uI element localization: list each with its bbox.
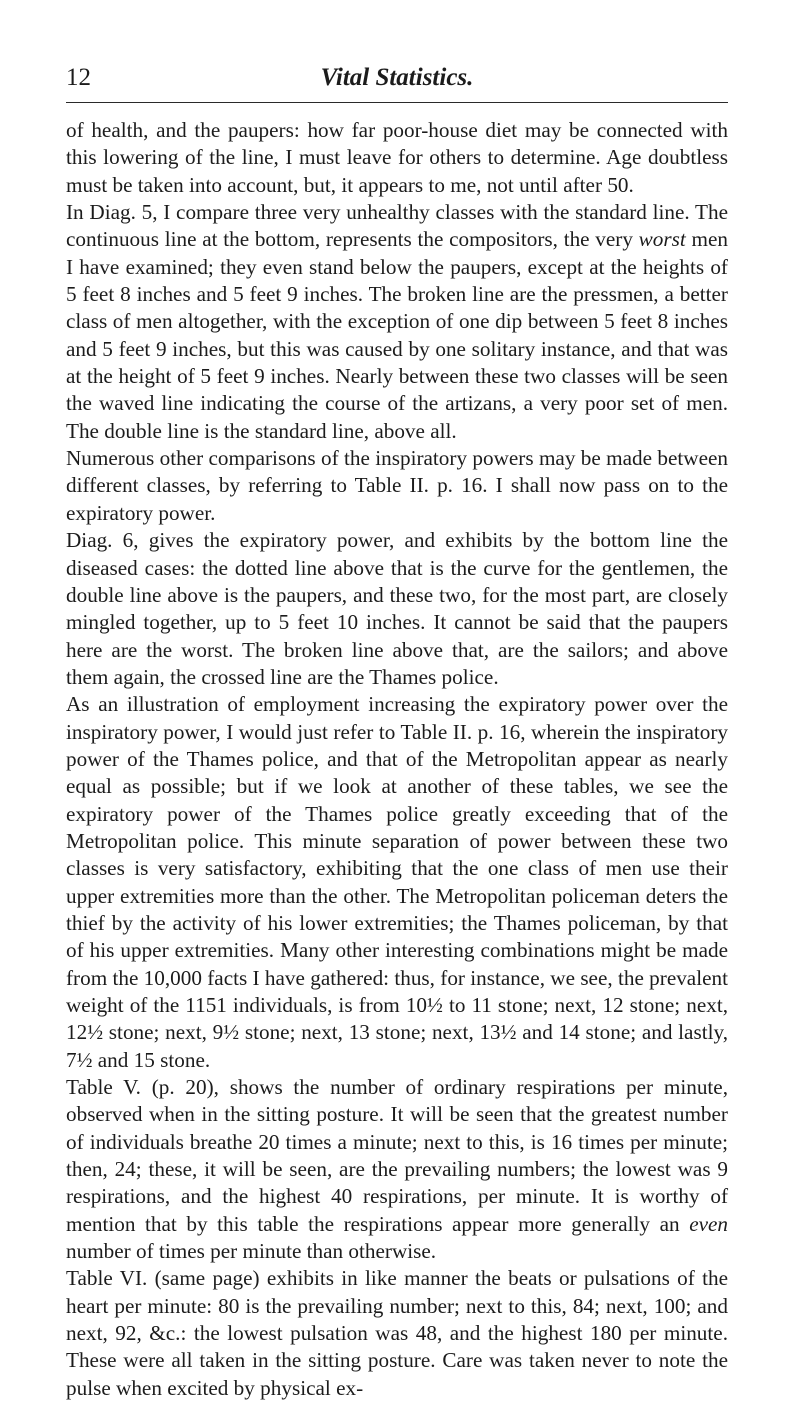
text-run: As an illustration of employment increasing the expiratory power over the inspiratory power, I would just refer to Table II. p. 16, wherein the inspiratory power of the Thames police, and that of the Metropolitan appear as nearly equal as possible; but if we look at another of these tables, we see the expiratory power of the Thames police greatly exceeding that of the Metropolitan police. This minute separation of power between these two classes is very satisfactory, exhibiting that the one class of men use their upper extremities more than the other. The Metropolitan policeman deters the thief by the activity of his lower extremities; the Thames policeman, by that of his upper extremities. Many other interesting combinations might be made from the 10,000 facts I have gathered: thus, for instance, we see, the prevalent weight of the 1151 individuals, is from 10½ to 11 stone; next, 12 stone; next, 12½ stone; next, 9½ stone; next, 13 stone; next, 13½ and 14 stone; and lastly, 7½ and 15 stone.	[66, 692, 728, 1072]
text-run: Table VI. (same page) exhibits in like manner the beats or pulsations of the heart per minute: 80 is the prevailing number; next to this, 84; next, 100; and next, 92, &c.: the lowest pulsation was 48, and the highest 180 per minute. These were all taken in the sitting posture. Care was taken never to note the pulse when excited by physical ex-	[66, 1266, 728, 1400]
emphasis-text: even	[689, 1211, 728, 1236]
page-header	[66, 62, 728, 103]
paragraph	[66, 1074, 728, 1265]
paragraph	[66, 117, 728, 199]
body-text	[66, 117, 728, 1402]
text-run: of health, and the paupers: how far poor-house diet may be connected with this lowering of the line, I must leave for others to determine. Age doubtless must be taken into account, but, it appears to me, not until after 50.	[66, 118, 728, 197]
text-run: men I have examined; they even stand below the paupers, except at the heights of 5 feet 8 inches and 5 feet 9 inches. The broken line are the pressmen, a better class of men altogether, with the exception of one dip between 5 feet 8 inches and 5 feet 9 inches, but this was caused by one solitary instance, and that was at the height of 5 feet 9 inches. Nearly between these two classes will be seen the waved line indicating the course of the artizans, a very poor set of men. The double line is the standard line, above all.	[66, 227, 728, 443]
paragraph	[66, 691, 728, 1074]
page-number: 12	[66, 64, 91, 91]
text-run: Numerous other comparisons of the inspiratory powers may be made between different classes, by referring to Table II. p. 16. I shall now pass on to the expiratory power.	[66, 446, 728, 525]
text-run: In Diag. 5, I compare three very unhealthy classes with the standard line. The continuous line at the bottom, represents the compositors, the very	[66, 200, 728, 252]
running-title: Vital Statistics.	[320, 64, 474, 91]
text-run: number of times per minute than otherwise.	[66, 1239, 437, 1264]
text-run: Diag. 6, gives the expiratory power, and exhibits by the bottom line the diseased cases: the dotted line above that is the curve for the gentlemen, the double line above is the paupers, and these two, for the most part, are closely mingled together, up to 5 feet 10 inches. It cannot be said that the paupers here are the worst. The broken line above that, are the sailors; and above them again, the crossed line are the Thames police.	[66, 528, 728, 689]
paragraph	[66, 199, 728, 445]
paragraph	[66, 527, 728, 691]
paragraph	[66, 445, 728, 527]
emphasis-text: worst	[638, 227, 686, 252]
text-run: Table V. (p. 20), shows the number of ordinary respirations per minute, observed when in the sitting posture. It will be seen that the greatest number of individuals breathe 20 times a minute; next to this, is 16 times per minute; then, 24; these, it will be seen, are the prevailing numbers; the lowest was 9 respirations, and the highest 40 respirations, per minute. It is worthy of mention that by this table the respirations appear more generally an	[66, 1075, 728, 1236]
paragraph	[66, 1265, 728, 1402]
